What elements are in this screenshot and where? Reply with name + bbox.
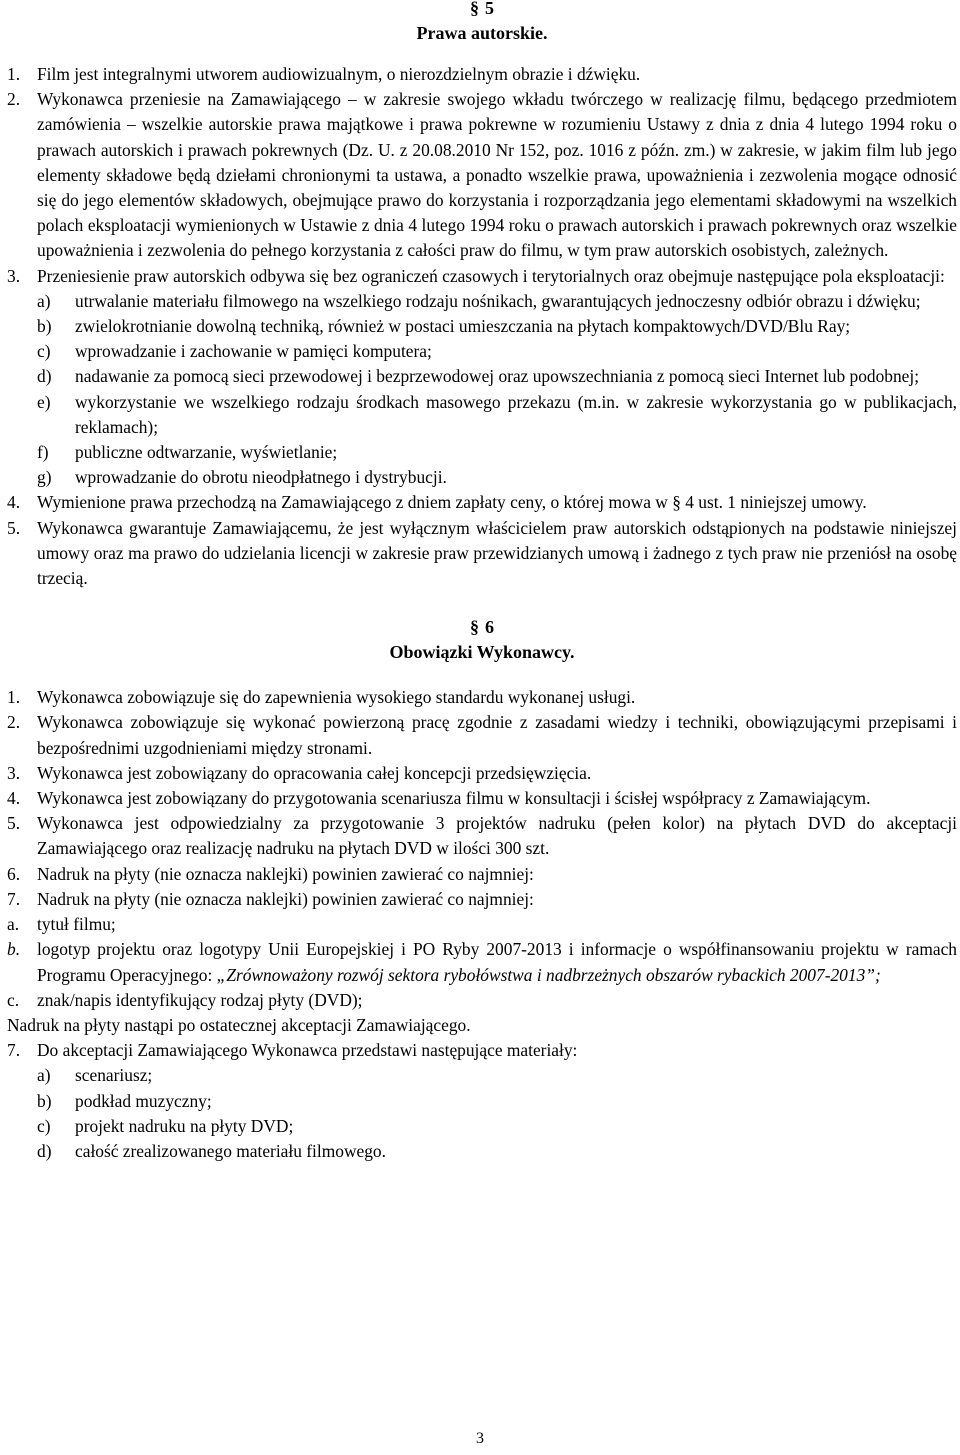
item-text: Wykonawca zobowiązuje się do zapewnienia wysokiego standardu wykonanej usługi. bbox=[37, 687, 636, 708]
sub-letter: b) bbox=[37, 1090, 52, 1111]
item-number: 4. bbox=[7, 492, 21, 513]
sub-text: wprowadzanie i zachowanie w pamięci komputera; bbox=[75, 341, 432, 362]
note-paragraph: Nadruk na płyty nastąpi po ostatecznej akceptacji Zamawiającego. bbox=[7, 1014, 471, 1035]
list-item bbox=[7, 988, 957, 1013]
list-item bbox=[7, 786, 957, 811]
page-number: 3 bbox=[476, 1430, 484, 1447]
item-text: tytuł filmu; bbox=[37, 914, 116, 935]
item-number: 2. bbox=[7, 89, 21, 110]
item-number: 2. bbox=[7, 712, 21, 733]
list-item bbox=[7, 490, 957, 515]
item-number: 7. bbox=[7, 1040, 21, 1061]
item-number: a. bbox=[7, 914, 20, 935]
item-text-plain: logotyp projektu oraz logotypy Unii Europejskiej i PO Ryby 2007-2013 i informacje o współfinansowaniu projektu w ramach Programu Operacyjnego: bbox=[37, 939, 957, 985]
sub-list-item bbox=[7, 1063, 957, 1088]
sub-list-item bbox=[7, 440, 957, 465]
sub-list-item bbox=[7, 314, 957, 339]
item-text bbox=[37, 937, 957, 987]
sub-letter: d) bbox=[37, 366, 52, 387]
item-text: Nadruk na płyty (nie oznacza naklejki) powinien zawierać co najmniej: bbox=[37, 888, 534, 909]
section-symbol: § bbox=[470, 617, 479, 638]
list-item bbox=[7, 685, 957, 710]
sub-list-item bbox=[7, 1139, 957, 1164]
item-text: znak/napis identyfikujący rodzaj płyty (DVD); bbox=[37, 989, 363, 1010]
list-item bbox=[7, 761, 957, 786]
list-item bbox=[7, 862, 957, 887]
item-text: Wykonawca zobowiązuje się wykonać powierzoną pracę zgodnie z zasadami wiedzy i techniki, obowiązującymi przepisami i bezpośrednimi uzgodnieniami między stronami. bbox=[37, 712, 957, 758]
item-number: 6. bbox=[7, 863, 21, 884]
item-text: Film jest integralnymi utworem audiowizualnym, o nierozdzielnym obrazie i dźwięku. bbox=[37, 64, 641, 84]
item-text: Wykonawca jest zobowiązany do przygotowania scenariusza filmu w konsultacji i ścisłej współpracy z Zamawiającym. bbox=[37, 788, 871, 809]
sub-text: nadawanie za pomocą sieci przewodowej i bezprzewodowej oraz upowszechniania z pomocą sieci Internet lub podobnej; bbox=[75, 366, 920, 387]
item-number: 5. bbox=[7, 813, 21, 834]
item-text: Wykonawca jest zobowiązany do opracowania całej koncepcji przedsięwzięcia. bbox=[37, 762, 592, 783]
sub-list-item bbox=[7, 1114, 957, 1139]
sub-letter: d) bbox=[37, 1140, 52, 1161]
item-number: 1. bbox=[7, 687, 21, 708]
sub-letter: e) bbox=[37, 391, 51, 412]
list-item bbox=[7, 62, 957, 87]
sub-list-item bbox=[7, 1089, 957, 1114]
item-text: Nadruk na płyty (nie oznacza naklejki) powinien zawierać co najmniej: bbox=[37, 863, 534, 884]
list-item bbox=[7, 710, 957, 760]
item-number: 1. bbox=[7, 64, 21, 84]
item-number: 7. bbox=[7, 888, 21, 909]
item-number: 3. bbox=[7, 762, 21, 783]
sub-letter: a) bbox=[37, 290, 51, 311]
item-text: Wykonawca gwarantuje Zamawiającemu, że jest wyłącznym właścicielem praw autorskich odstąpionych na podstawie niniejszej umowy oraz ma prawo do udzielania licencji w zakresie praw przewidzianych umową i żadnego z tych praw nie przeniósł na osobę trzecią. bbox=[37, 517, 957, 589]
item-text: Wymienione prawa przechodzą na Zamawiającego z dniem zapłaty ceny, o której mowa w § 4 ust. 1 niniejszej umowy. bbox=[37, 492, 867, 513]
list-item bbox=[7, 811, 957, 861]
sub-letter: c) bbox=[37, 1115, 51, 1136]
section-5-heading bbox=[7, 0, 957, 46]
item-number: 3. bbox=[7, 265, 21, 286]
sub-list-item bbox=[7, 339, 957, 364]
sub-letter: f) bbox=[37, 442, 49, 463]
sub-text: utrwalanie materiału filmowego na wszelkiego rodzaju nośnikach, gwarantujących jednoczesny odbiór obrazu i dźwięku; bbox=[75, 290, 921, 311]
sub-text: podkład muzyczny; bbox=[75, 1090, 212, 1111]
list-item bbox=[7, 937, 957, 987]
sub-text: scenariusz; bbox=[75, 1065, 153, 1086]
section-6-heading bbox=[7, 615, 957, 665]
item-text: Przeniesienie praw autorskich odbywa się bez ograniczeń czasowych i terytorialnych oraz obejmuje następujące pola eksploatacji: bbox=[37, 265, 945, 286]
list-item bbox=[7, 87, 957, 263]
item-number: c. bbox=[7, 989, 20, 1010]
section-title: Obowiązki Wykonawcy. bbox=[389, 642, 575, 663]
list-item bbox=[7, 516, 957, 592]
sub-list-item bbox=[7, 465, 957, 490]
section-symbol: § bbox=[470, 0, 479, 18]
list-item bbox=[7, 1038, 957, 1063]
sub-text: projekt nadruku na płyty DVD; bbox=[75, 1115, 294, 1136]
section-title: Prawa autorskie. bbox=[416, 23, 548, 43]
document-page bbox=[7, 0, 957, 1164]
sub-letter: c) bbox=[37, 341, 51, 362]
section-number: 5 bbox=[485, 0, 494, 18]
list-item bbox=[7, 264, 957, 289]
item-text: Wykonawca przeniesie na Zamawiającego – w zakresie swojego wkładu twórczego w realizację filmu, będącego przedmiotem zamówienia – wszelkie autorskie prawa majątkowe i prawa pokrewne w rozumieniu Ustawy z dnia z dnia 4 lutego 1994 roku o prawach autorskich i prawach pokrewnych (Dz. U. z 20.08.2010 Nr 152, poz. 1016 z późn. zm.) w zakresie, w jakim film lub jego elementy składowe będą dziełami chronionymi ta ustawa, a ponadto wszelkie prawa, upoważnienia i zezwolenia mogące odnosić się do jego elementów składowych, obejmujące prawo do korzystania i rozporządzania jego elementami składowymi na wszelkich polach eksploatacji wymienionych w Ustawie z dnia 4 lutego 1994 roku o prawach autorskich i prawach pokrewnych oraz wszelkie upoważnienia i zezwolenia do pełnego korzystania z całości praw do filmu, w tym praw autorskich osobistych, zależnych. bbox=[37, 89, 957, 261]
sub-letter: g) bbox=[37, 467, 52, 488]
sub-letter: b) bbox=[37, 316, 52, 337]
item-number: 4. bbox=[7, 788, 21, 809]
item-text: Wykonawca jest odpowiedzialny za przygotowanie 3 projektów nadruku (pełen kolor) na płytach DVD do akceptacji Zamawiającego oraz realizację nadruku na płytach DVD w ilości 300 szt. bbox=[37, 813, 957, 859]
sub-list-item bbox=[7, 390, 957, 440]
list-item bbox=[7, 887, 957, 912]
section-number: 6 bbox=[485, 617, 494, 638]
item-number: b. bbox=[7, 939, 21, 960]
item-number: 5. bbox=[7, 517, 21, 538]
sub-text: zwielokrotnianie dowolną techniką, również w postaci umieszczania na płytach kompaktowych/DVD/Blu Ray; bbox=[75, 316, 851, 337]
sub-text: wykorzystanie we wszelkiego rodzaju środkach masowego przekazu (m.in. w zakresie wykorzystania go w publikacjach, reklamach); bbox=[75, 391, 957, 437]
sub-text: wprowadzanie do obrotu nieodpłatnego i dystrybucji. bbox=[75, 467, 447, 488]
item-text: Do akceptacji Zamawiającego Wykonawca przedstawi następujące materiały: bbox=[37, 1040, 578, 1061]
program-name-italic: „Zrównoważony rozwój sektora rybołówstwa i nadbrzeżnych obszarów rybackich 2007-2013”; bbox=[216, 964, 881, 985]
sub-letter: a) bbox=[37, 1065, 51, 1086]
sub-list-item bbox=[7, 289, 957, 314]
sub-list-item bbox=[7, 364, 957, 389]
sub-text: publiczne odtwarzanie, wyświetlanie; bbox=[75, 442, 338, 463]
list-item bbox=[7, 912, 957, 937]
sub-text: całość zrealizowanego materiału filmowego. bbox=[75, 1140, 386, 1161]
